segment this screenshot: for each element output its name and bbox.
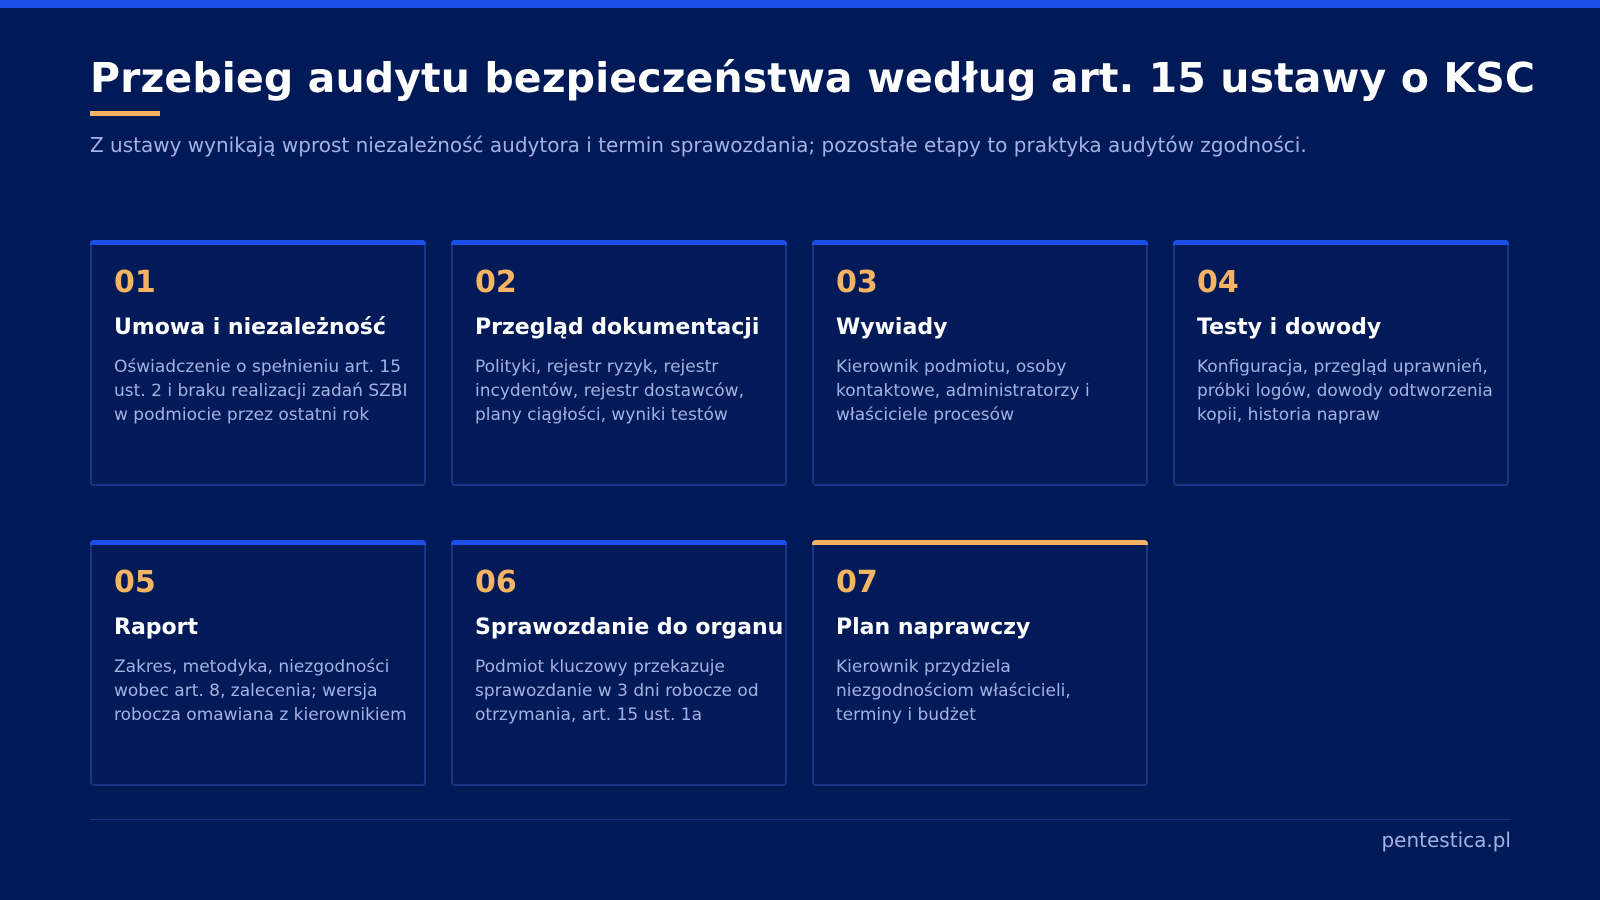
step-title: Umowa i niezależność (114, 315, 386, 340)
step-card-06 (451, 540, 787, 786)
step-title: Wywiady (836, 315, 948, 340)
step-card-02 (451, 240, 787, 486)
step-number: 01 (114, 265, 156, 300)
step-description: Oświadczenie o spełnieniu art. 15 ust. 2 i braku realizacji zadań SZBI w podmiocie przez ostatni rok (114, 357, 408, 425)
step-description: Kierownik podmiotu, osoby kontaktowe, administratorzy i właściciele procesów (836, 357, 1090, 425)
step-title: Raport (114, 615, 199, 640)
step-card-05 (90, 540, 426, 786)
step-title: Sprawozdanie do organu (475, 615, 784, 640)
step-number: 05 (114, 565, 156, 600)
step-card-01 (90, 240, 426, 486)
step-description: Zakres, metodyka, niezgodności wobec art. 8, zalecenia; wersja robocza omawiana z kierownikiem (114, 657, 407, 725)
step-number: 04 (1197, 265, 1239, 300)
step-number: 03 (836, 265, 878, 300)
page-subtitle: Z ustawy wynikają wprost niezależność audytora i termin sprawozdania; pozostałe etapy to praktyka audytów zgodności. (90, 133, 1307, 157)
step-number: 07 (836, 565, 878, 600)
step-number: 02 (475, 265, 517, 300)
step-title: Przegląd dokumentacji (475, 315, 760, 340)
page-title: Przebieg audytu bezpieczeństwa według art. 15 ustawy o KSC (90, 54, 1536, 102)
step-title: Testy i dowody (1197, 315, 1382, 340)
footer-brand: pentestica.pl (1381, 828, 1511, 852)
footer-divider (90, 819, 1511, 820)
step-description: Podmiot kluczowy przekazuje sprawozdanie w 3 dni robocze od otrzymania, art. 15 ust. 1a (475, 657, 759, 725)
step-card-07 (812, 540, 1148, 786)
top-accent-bar (0, 0, 1600, 8)
step-title: Plan naprawczy (836, 615, 1031, 640)
step-card-03 (812, 240, 1148, 486)
step-number: 06 (475, 565, 517, 600)
title-underline (90, 111, 160, 116)
step-description: Kierownik przydziela niezgodnościom właścicieli, terminy i budżet (836, 657, 1071, 725)
step-card-04 (1173, 240, 1509, 486)
step-description: Polityki, rejestr ryzyk, rejestr incydentów, rejestr dostawców, plany ciągłości, wyniki testów (475, 357, 744, 425)
step-description: Konfiguracja, przegląd uprawnień, próbki logów, dowody odtworzenia kopii, historia napraw (1197, 357, 1493, 425)
